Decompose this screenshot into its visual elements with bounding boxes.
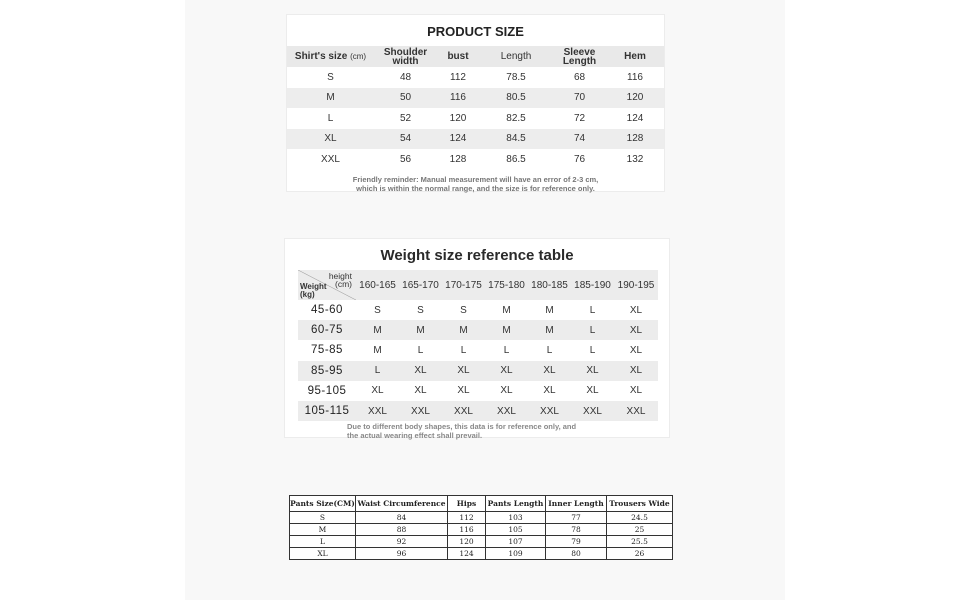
table-cell: 116 — [627, 71, 643, 83]
size-cell: L — [546, 344, 553, 356]
table-cell: 132 — [626, 153, 644, 165]
size-cell: XL — [442, 361, 485, 381]
header-shirt-size: Shirt's size (cm) — [287, 46, 374, 67]
weight-size-table — [298, 270, 658, 421]
table-cell: 72 — [573, 112, 586, 124]
table-row — [298, 340, 658, 360]
pants-header-cell: Pants Length — [486, 496, 546, 512]
size-cell: L — [589, 304, 596, 316]
header-bust: bust — [437, 46, 479, 67]
pants-size-header-row — [290, 496, 673, 512]
table-cell: 52 — [399, 112, 412, 124]
size-cell: L — [460, 344, 467, 356]
table-cell: S — [327, 71, 334, 83]
pants-header-cell: Hips — [448, 496, 486, 512]
product-size-title: PRODUCT SIZE — [427, 24, 524, 39]
size-cell: XXL — [614, 401, 658, 421]
table-cell: 48 — [399, 71, 412, 83]
table-row — [298, 361, 658, 381]
table-cell: 78 — [546, 524, 607, 536]
weight-range-cell: 85-95 — [298, 361, 356, 381]
table-cell: XL — [290, 548, 356, 560]
size-cell: XXL — [356, 401, 399, 421]
table-cell: 50 — [374, 88, 437, 109]
table-cell: 103 — [486, 512, 546, 524]
product-size-table — [287, 46, 664, 170]
weight-size-title: Weight size reference table — [380, 247, 574, 264]
table-cell: 25 — [607, 524, 673, 536]
size-cell: XL — [614, 361, 658, 381]
size-cell: XXL — [528, 401, 571, 421]
height-range-header: 185-190 — [571, 270, 614, 300]
weight-range-cell: 105-115 — [298, 401, 356, 421]
table-cell: XXL — [321, 153, 340, 165]
height-range-header: 180-185 — [528, 270, 571, 300]
table-row — [287, 67, 664, 88]
table-row — [298, 300, 658, 320]
product-size-panel — [286, 14, 665, 192]
size-cell: S — [417, 304, 424, 316]
size-cell: M — [528, 320, 571, 340]
size-cell: XL — [586, 385, 599, 397]
table-cell: L — [290, 536, 356, 548]
table-cell: 68 — [573, 71, 586, 83]
table-cell: 107 — [486, 536, 546, 548]
size-cell: M — [442, 320, 485, 340]
size-cell: M — [356, 320, 399, 340]
table-cell: 78.5 — [506, 71, 526, 83]
table-cell: 86.5 — [506, 153, 526, 165]
table-cell: 79 — [546, 536, 607, 548]
table-row — [298, 401, 658, 421]
size-cell: XXL — [442, 401, 485, 421]
height-range-header: 170-175 — [442, 270, 485, 300]
table-cell: 105 — [486, 524, 546, 536]
size-cell: XL — [571, 361, 614, 381]
table-cell: 120 — [449, 112, 467, 124]
weight-height-corner: height (cm) Weight (kg) — [298, 270, 356, 300]
size-cell: XXL — [571, 401, 614, 421]
table-cell: 120 — [606, 88, 664, 109]
table-row — [287, 108, 664, 129]
size-cell: XL — [414, 385, 427, 397]
table-row — [290, 524, 673, 536]
size-cell: S — [460, 304, 467, 316]
table-cell: 96 — [356, 548, 448, 560]
table-cell: 70 — [553, 88, 606, 109]
height-range-header: 175-180 — [485, 270, 528, 300]
header-sleeve-length: Sleeve Length — [553, 46, 606, 67]
table-cell: 116 — [448, 524, 486, 536]
size-cell: M — [399, 320, 442, 340]
size-cell: XL — [629, 304, 643, 316]
table-cell: 109 — [486, 548, 546, 560]
product-size-note: Friendly reminder: Manual measurement will have an error of 2-3 cm, which is within the normal range, and the size is for reference only. — [352, 175, 599, 193]
table-cell: 112 — [448, 512, 486, 524]
table-cell: 25.5 — [607, 536, 673, 548]
table-row — [287, 129, 664, 150]
table-row — [298, 320, 658, 340]
table-cell: 124 — [626, 112, 644, 124]
table-cell: 82.5 — [506, 112, 526, 124]
pants-header-cell: Trousers Wide — [607, 496, 673, 512]
product-size-header-row — [287, 46, 664, 67]
header-shoulder-width: Shoulder width — [374, 46, 437, 67]
header-length: Length — [479, 46, 553, 67]
pants-header-cell: Pants Size(CM) — [290, 496, 356, 512]
pants-header-cell: Waist Circumference — [356, 496, 448, 512]
table-cell: 84 — [356, 512, 448, 524]
table-cell: 112 — [450, 71, 466, 83]
size-cell: M — [373, 344, 382, 356]
size-cell: L — [503, 344, 510, 356]
table-cell: M — [287, 88, 374, 109]
table-row — [290, 512, 673, 524]
size-cell: XL — [399, 361, 442, 381]
table-cell: 74 — [553, 129, 606, 150]
table-cell: 124 — [437, 129, 479, 150]
table-cell: 92 — [356, 536, 448, 548]
size-cell: S — [374, 304, 381, 316]
size-cell: L — [589, 344, 596, 356]
size-cell: XL — [457, 385, 470, 397]
size-cell: L — [417, 344, 424, 356]
weight-range-cell: 45-60 — [311, 304, 343, 317]
header-hem: Hem — [606, 46, 664, 67]
table-cell: 124 — [448, 548, 486, 560]
table-cell: 54 — [374, 129, 437, 150]
weight-range-cell: 95-105 — [307, 384, 347, 397]
table-row — [298, 381, 658, 401]
table-row — [287, 88, 664, 109]
table-row — [290, 536, 673, 548]
table-cell: 120 — [448, 536, 486, 548]
weight-size-panel — [284, 238, 670, 438]
table-cell: 80 — [546, 548, 607, 560]
size-cell: XL — [629, 385, 643, 397]
table-cell: 84.5 — [479, 129, 553, 150]
table-cell: 116 — [437, 88, 479, 109]
size-cell: XL — [629, 344, 643, 356]
size-cell: L — [356, 361, 399, 381]
table-cell: 56 — [399, 153, 412, 165]
table-cell: 88 — [356, 524, 448, 536]
weight-size-header-row — [298, 270, 658, 300]
size-cell: M — [545, 304, 554, 316]
size-cell: XXL — [485, 401, 528, 421]
table-cell: 24.5 — [607, 512, 673, 524]
table-cell: 128 — [449, 153, 467, 165]
height-range-header: 160-165 — [356, 270, 399, 300]
table-row — [287, 149, 664, 170]
weight-range-cell: 75-85 — [311, 344, 343, 357]
weight-size-note: Due to different body shapes, this data is for reference only, and the actual wearing effect shall prevail. — [347, 422, 577, 440]
height-range-header: 190-195 — [614, 270, 658, 300]
table-cell: 77 — [546, 512, 607, 524]
size-cell: XXL — [399, 401, 442, 421]
size-cell: XL — [614, 320, 658, 340]
table-row — [290, 548, 673, 560]
size-cell: XL — [500, 385, 513, 397]
table-cell: 128 — [606, 129, 664, 150]
table-cell: L — [327, 112, 334, 124]
size-cell: L — [571, 320, 614, 340]
height-range-header: 165-170 — [399, 270, 442, 300]
table-cell: S — [290, 512, 356, 524]
size-cell: XL — [528, 361, 571, 381]
size-cell: XL — [485, 361, 528, 381]
table-cell: XL — [287, 129, 374, 150]
table-cell: 80.5 — [479, 88, 553, 109]
pants-size-table — [289, 495, 673, 560]
table-cell: 76 — [573, 153, 586, 165]
table-cell: 26 — [607, 548, 673, 560]
size-cell: M — [485, 320, 528, 340]
table-cell: M — [290, 524, 356, 536]
pants-header-cell: Inner Length — [546, 496, 607, 512]
size-cell: M — [502, 304, 511, 316]
size-cell: XL — [371, 385, 384, 397]
weight-range-cell: 60-75 — [298, 320, 356, 340]
size-cell: XL — [543, 385, 556, 397]
